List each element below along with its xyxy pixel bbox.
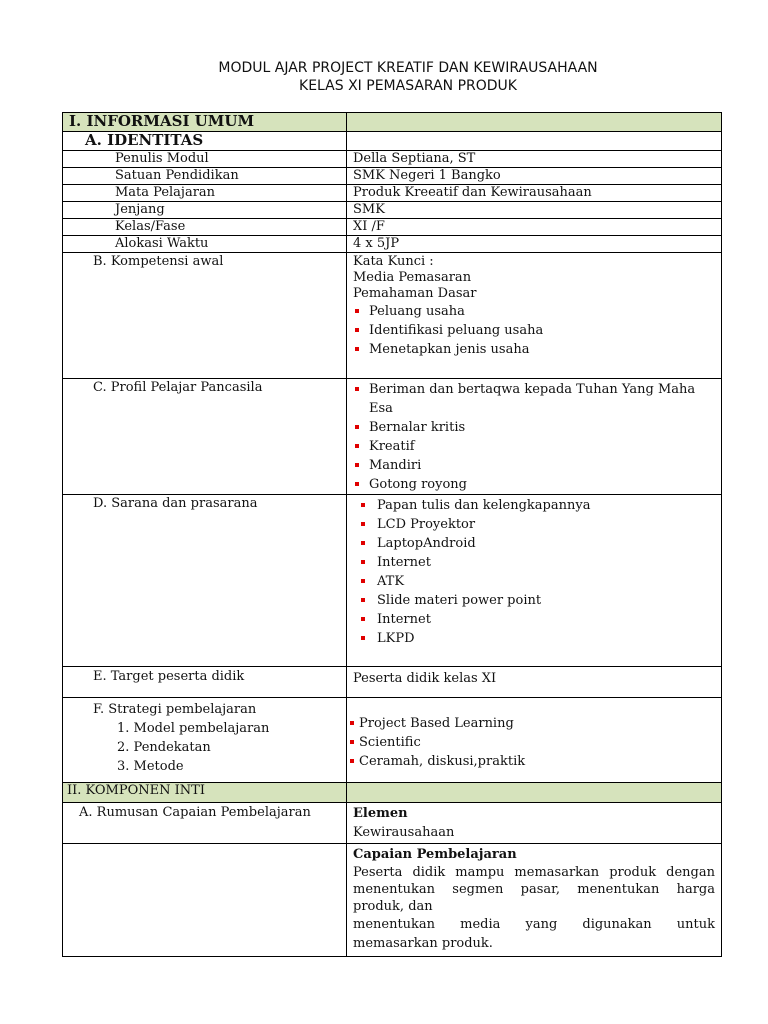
section-1-heading: I. INFORMASI UMUM: [69, 112, 255, 130]
bullet-icon: [355, 309, 359, 313]
section-2-header-row: [63, 783, 722, 803]
list-item-text: Identifikasi peluang usaha: [369, 323, 544, 338]
list-item-text: LaptopAndroid: [377, 536, 476, 551]
list-item-text: Project Based Learning: [359, 716, 514, 731]
list-item-text: Mandiri: [369, 458, 422, 473]
identitas-label: Jenjang: [115, 202, 165, 217]
bullet-icon: [361, 541, 365, 545]
identitas-value: Produk Kreeatif dan Kewirausahaan: [353, 185, 592, 200]
bullet-icon: [350, 740, 354, 744]
identitas-header-row: [63, 132, 722, 151]
list-item-text: Slide materi power point: [377, 593, 542, 608]
list-item-text: Ceramah, diskusi,praktik: [359, 754, 526, 769]
list-item-text: LCD Proyektor: [377, 517, 476, 532]
kompetensi-row: [63, 253, 722, 379]
strategi-item: 2. Pendekatan: [117, 740, 211, 755]
list-item: [347, 437, 721, 456]
strategi-list: [347, 714, 721, 771]
bullet-icon: [355, 328, 359, 332]
rumusan-row: [63, 803, 722, 844]
list-item-text: Internet: [377, 555, 431, 570]
identitas-value: Della Septiana, ST: [353, 151, 476, 166]
module-table: [62, 112, 722, 957]
strategi-item: 3. Metode: [117, 759, 184, 774]
identitas-heading: A. IDENTITAS: [85, 131, 204, 149]
elemen-heading: Elemen: [353, 806, 408, 821]
bullet-icon: [350, 721, 354, 725]
list-item: [347, 733, 721, 752]
list-item: [347, 475, 721, 494]
bullet-icon: [355, 387, 359, 391]
bullet-icon: [350, 759, 354, 763]
identitas-value: XI /F: [353, 219, 385, 234]
target-value: Peserta didik kelas XI: [353, 671, 497, 686]
strategi-label: F. Strategi pembelajaran: [93, 702, 257, 717]
document-title-line-2: KELAS XI PEMASARAN PRODUK: [299, 78, 517, 94]
document-title-line-1: MODUL AJAR PROJECT KREATIF DAN KEWIRAUSAHAAN: [218, 60, 598, 76]
bullet-icon: [355, 347, 359, 351]
profil-label: C. Profil Pelajar Pancasila: [93, 380, 263, 395]
profil-row: [63, 379, 722, 495]
list-item: [347, 380, 721, 418]
identitas-label: Kelas/Fase: [115, 219, 186, 234]
list-item: [347, 321, 721, 340]
list-item: [347, 572, 721, 591]
list-item: [347, 496, 721, 515]
sarana-list: [347, 496, 721, 648]
strategi-row: [63, 698, 722, 783]
identitas-row: [63, 185, 722, 202]
bullet-icon: [361, 503, 365, 507]
bullet-icon: [361, 636, 365, 640]
list-item-text: Scientific: [359, 735, 421, 750]
identitas-value: 4 x 5JP: [353, 236, 400, 251]
bullet-icon: [361, 579, 365, 583]
identitas-label: Satuan Pendidikan: [115, 168, 239, 183]
list-item: [347, 714, 721, 733]
kata-kunci-line: Pemahaman Dasar: [353, 286, 477, 301]
bullet-icon: [355, 463, 359, 467]
list-item: [347, 553, 721, 572]
list-item: [347, 534, 721, 553]
identitas-value: SMK: [353, 202, 385, 217]
bullet-icon: [355, 425, 359, 429]
kompetensi-label: B. Kompetensi awal: [93, 254, 224, 269]
list-item: [347, 629, 721, 648]
section-1-header-row: [63, 113, 722, 132]
kompetensi-list: [347, 302, 721, 359]
identitas-row: [63, 202, 722, 219]
rumusan-label: A. Rumusan Capaian Pembelajaran: [79, 805, 311, 820]
target-label: E. Target peserta didik: [93, 669, 245, 684]
list-item-text: Kreatif: [369, 439, 415, 454]
bullet-icon: [355, 444, 359, 448]
capaian-text: menentukan media yang digunakan untuk memasarkan produk.: [353, 917, 715, 951]
identitas-value: SMK Negeri 1 Bangko: [353, 168, 501, 183]
elemen-value: Kewirausahaan: [353, 825, 455, 840]
list-item: [347, 456, 721, 475]
identitas-row: [63, 168, 722, 185]
kata-kunci-line: Media Pemasaran: [353, 270, 472, 285]
section-2-heading: II. KOMPONEN INTI: [67, 783, 205, 798]
list-item: [347, 418, 721, 437]
capaian-text: Peserta didik mampu memasarkan produk dengan menentukan segmen pasar, menentukan harga produk, dan: [353, 865, 715, 914]
sarana-row: [63, 495, 722, 667]
list-item-text: Bernalar kritis: [369, 420, 466, 435]
list-item: [347, 610, 721, 629]
list-item-text: Internet: [377, 612, 431, 627]
list-item-text: ATK: [377, 574, 405, 589]
strategi-item: 1. Model pembelajaran: [117, 721, 270, 736]
kata-kunci-line: Kata Kunci :: [353, 254, 434, 269]
profil-list: [347, 380, 721, 494]
list-item-text: Papan tulis dan kelengkapannya: [377, 498, 591, 513]
capaian-row: [63, 844, 722, 957]
identitas-row: [63, 219, 722, 236]
bullet-icon: [361, 560, 365, 564]
list-item: [347, 515, 721, 534]
list-item-text: LKPD: [377, 631, 415, 646]
sarana-label: D. Sarana dan prasarana: [93, 496, 258, 511]
list-item: [347, 752, 721, 771]
list-item: [347, 302, 721, 321]
bullet-icon: [361, 617, 365, 621]
list-item: [347, 591, 721, 610]
bullet-icon: [355, 482, 359, 486]
list-item-text: Gotong royong: [369, 477, 467, 492]
capaian-heading: Capaian Pembelajaran: [353, 847, 517, 862]
list-item-text: Menetapkan jenis usaha: [369, 342, 530, 357]
list-item-text: Peluang usaha: [369, 304, 465, 319]
identitas-row: [63, 151, 722, 168]
identitas-label: Mata Pelajaran: [115, 185, 216, 200]
target-row: [63, 667, 722, 698]
list-item: [347, 340, 721, 359]
list-item-text: Beriman dan bertaqwa kepada Tuhan Yang Maha Esa: [369, 382, 696, 416]
identitas-label: Alokasi Waktu: [115, 236, 209, 251]
identitas-row: [63, 236, 722, 253]
bullet-icon: [361, 522, 365, 526]
bullet-icon: [361, 598, 365, 602]
identitas-label: Penulis Modul: [115, 151, 209, 166]
